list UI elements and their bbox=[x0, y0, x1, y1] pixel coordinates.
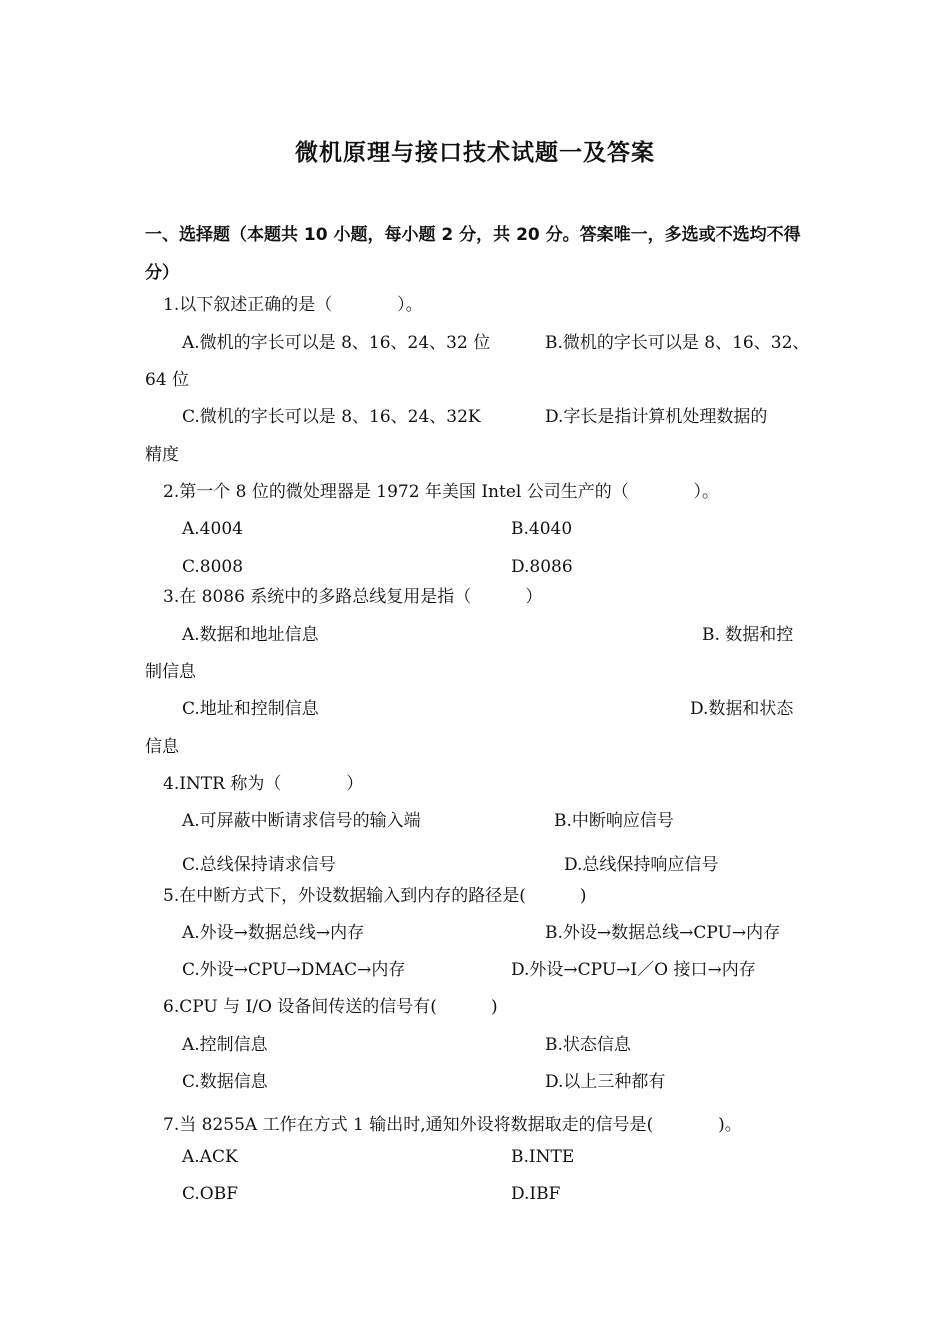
option-b: B.INTE bbox=[511, 1147, 575, 1167]
page-title: 微机原理与接口技术试题一及答案 bbox=[295, 140, 655, 166]
option-c: C.微机的字长可以是 8、16、24、32K bbox=[182, 407, 481, 427]
question-stem: 3.在 8086 系统中的多路总线复用是指（ ） bbox=[163, 587, 543, 607]
question-stem: 2.第一个 8 位的微处理器是 1972 年美国 Intel 公司生产的（ ）。 bbox=[163, 482, 720, 502]
option-c: C.8008 bbox=[182, 557, 244, 577]
option-d-continuation: 信息 bbox=[145, 737, 179, 757]
question-stem: 7.当 8255A 工作在方式 1 输出时,通知外设将数据取走的信号是( )。 bbox=[163, 1115, 742, 1135]
option-d: D.数据和状态 bbox=[690, 699, 794, 719]
option-c: C.地址和控制信息 bbox=[182, 699, 319, 719]
option-b: B.中断响应信号 bbox=[554, 811, 674, 831]
option-d: D.IBF bbox=[511, 1184, 561, 1204]
option-a: A.4004 bbox=[182, 519, 243, 539]
question-stem: 1.以下叙述正确的是（ ）。 bbox=[163, 295, 423, 315]
option-b: B.4040 bbox=[511, 519, 573, 539]
option-d: D.总线保持响应信号 bbox=[564, 855, 719, 875]
option-a: A.微机的字长可以是 8、16、24、32 位 bbox=[182, 333, 491, 353]
option-b: B.微机的字长可以是 8、16、32、 bbox=[545, 333, 810, 353]
option-c: C.数据信息 bbox=[182, 1072, 268, 1092]
option-b-continuation: 64 位 bbox=[145, 370, 190, 390]
option-a: A.控制信息 bbox=[182, 1035, 268, 1055]
option-b: B. 数据和控 bbox=[702, 625, 794, 645]
option-c: C.总线保持请求信号 bbox=[182, 855, 336, 875]
option-d: D.字长是指计算机处理数据的 bbox=[545, 407, 768, 427]
option-d: D.外设→CPU→I／O 接口→内存 bbox=[511, 960, 756, 980]
question-stem: 4.INTR 称为（ ） bbox=[163, 774, 364, 794]
question-stem: 5.在中断方式下，外设数据输入到内存的路径是( ) bbox=[163, 886, 587, 906]
option-a: A.外设→数据总线→内存 bbox=[182, 923, 365, 943]
option-c: C.OBF bbox=[182, 1184, 239, 1204]
option-c: C.外设→CPU→DMAC→内存 bbox=[182, 960, 406, 980]
option-a: A.可屏蔽中断请求信号的输入端 bbox=[182, 811, 421, 831]
option-d: D.8086 bbox=[511, 557, 573, 577]
option-b-continuation: 制信息 bbox=[145, 662, 196, 682]
option-d: D.以上三种都有 bbox=[545, 1072, 666, 1092]
option-b: B.外设→数据总线→CPU→内存 bbox=[545, 923, 781, 943]
option-b: B.状态信息 bbox=[545, 1035, 631, 1055]
option-a: A.数据和地址信息 bbox=[182, 625, 319, 645]
section-heading: 一、选择题（本题共 10 小题，每小题 2 分，共 20 分。答案唯一，多选或不选均不得分） bbox=[145, 225, 801, 283]
option-a: A.ACK bbox=[182, 1147, 238, 1167]
option-d-continuation: 精度 bbox=[145, 445, 179, 465]
question-stem: 6.CPU 与 I/O 设备间传送的信号有( ) bbox=[163, 997, 498, 1017]
